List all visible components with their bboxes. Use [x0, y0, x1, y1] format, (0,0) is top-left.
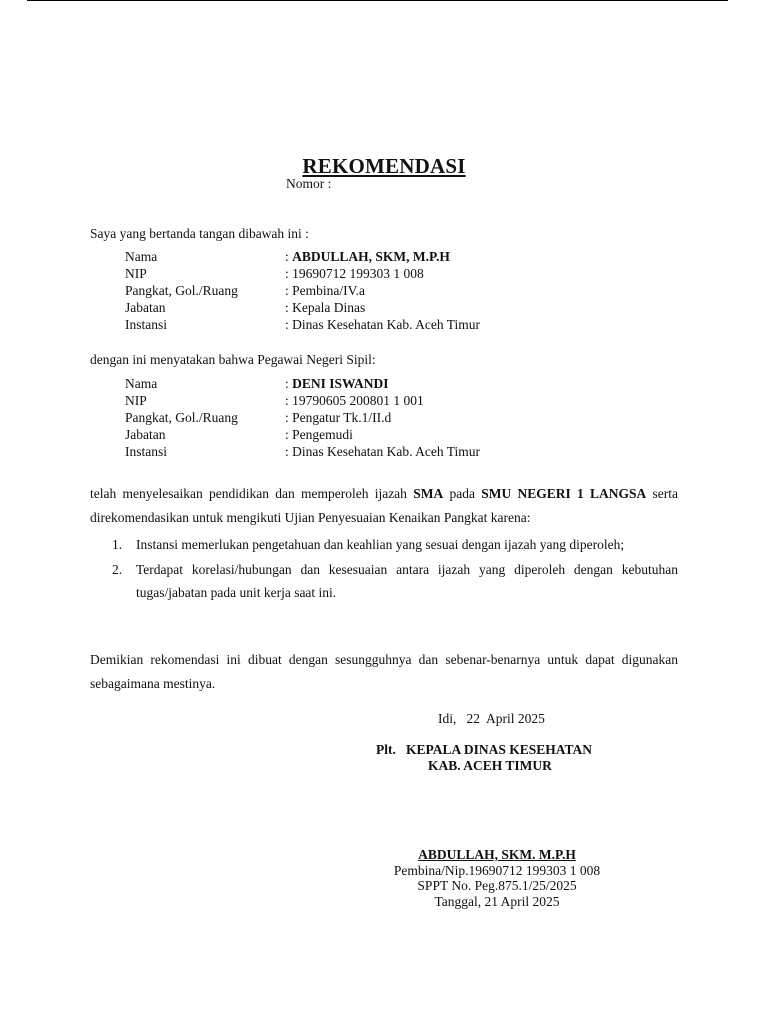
closing-paragraph: Demikian rekomendasi ini dibuat dengan sesungguhnya dan sebenar-benarnya untuk dapat digunakan sebagaimana mestinya. — [90, 652, 678, 691]
signature-position: Plt. KEPALA DINAS KESEHATAN — [376, 742, 593, 757]
education-level: SMA — [413, 486, 444, 501]
field-label: Pangkat, Gol./Ruang — [125, 283, 238, 298]
document-title: REKOMENDASI — [302, 154, 466, 178]
field-label: Nama — [125, 249, 158, 264]
place-date: Idi, 22 April 2025 — [438, 711, 545, 726]
signature-office: KAB. ACEH TIMUR — [428, 758, 552, 773]
signer-row — [125, 299, 480, 316]
signer-row — [125, 316, 480, 333]
document-number: Nomor : — [286, 176, 332, 191]
field-value: : Pengatur Tk.1/II.d — [285, 410, 392, 425]
intro-text: Saya yang bertanda tangan dibawah ini : — [90, 226, 309, 241]
reason-number: 2. — [112, 562, 123, 577]
field-label: Nama — [125, 376, 158, 391]
signer-row — [125, 282, 480, 299]
employee-info-table — [125, 375, 480, 460]
signer-date: Tanggal, 21 April 2025 — [434, 893, 560, 909]
field-value: : Dinas Kesehatan Kab. Aceh Timur — [285, 444, 480, 459]
field-label: NIP — [125, 266, 147, 281]
field-label: Jabatan — [125, 427, 166, 442]
field-value: : DENI ISWANDI — [285, 376, 389, 391]
signer-nip: Pembina/Nip.19690712 199303 1 008 — [393, 862, 601, 878]
reason-text: Terdapat korelasi/hubungan dan kesesuaian antara ijazah yang diperoleh dengan kebutuhan tugas/jabatan pada unit kerja saat ini. — [136, 562, 678, 600]
signature-heading — [376, 742, 592, 774]
school-name: SMU NEGERI 1 LANGSA — [481, 486, 647, 501]
field-label: Instansi — [125, 444, 167, 459]
signer-sppt: SPPT No. Peg.875.1/25/2025 — [417, 878, 577, 893]
reason-list — [90, 533, 678, 606]
field-label: Jabatan — [125, 300, 166, 315]
field-value: : Dinas Kesehatan Kab. Aceh Timur — [285, 317, 480, 332]
education-paragraph: telah menyelesaikan pendidikan dan memperoleh ijazah SMA pada SMU NEGERI 1 LANGSA serta direkomendasikan untuk mengikuti Ujian Penyesuaian Kenaikan Pangkat karena: — [90, 486, 679, 525]
field-value: : 19790605 200801 1 001 — [285, 393, 424, 408]
field-value: : Pembina/IV.a — [285, 283, 366, 298]
employee-row — [125, 443, 480, 460]
reason-number: 1. — [112, 537, 123, 552]
employee-row — [125, 375, 480, 392]
field-label: NIP — [125, 393, 147, 408]
signer-name: ABDULLAH, SKM. M.P.H — [418, 847, 576, 862]
field-value: : 19690712 199303 1 008 — [285, 266, 424, 281]
field-label: Instansi — [125, 317, 167, 332]
statement-text: dengan ini menyatakan bahwa Pegawai Negeri Sipil: — [90, 352, 376, 367]
reason-item — [90, 533, 678, 556]
field-value: : Kepala Dinas — [285, 300, 366, 315]
reason-text: Instansi memerlukan pengetahuan dan keahlian yang sesuai dengan ijazah yang diperoleh; — [136, 537, 625, 552]
signer-info-table — [125, 248, 480, 333]
signer-row — [125, 265, 480, 282]
reason-item — [90, 558, 678, 604]
signature-block — [382, 847, 612, 909]
signer-row — [125, 248, 480, 265]
page-top-border — [27, 0, 728, 1]
employee-row — [125, 392, 480, 409]
employee-row — [125, 426, 480, 443]
employee-row — [125, 409, 480, 426]
field-value: : ABDULLAH, SKM, M.P.H — [285, 249, 450, 264]
field-label: Pangkat, Gol./Ruang — [125, 410, 238, 425]
field-value: : Pengemudi — [285, 427, 353, 442]
